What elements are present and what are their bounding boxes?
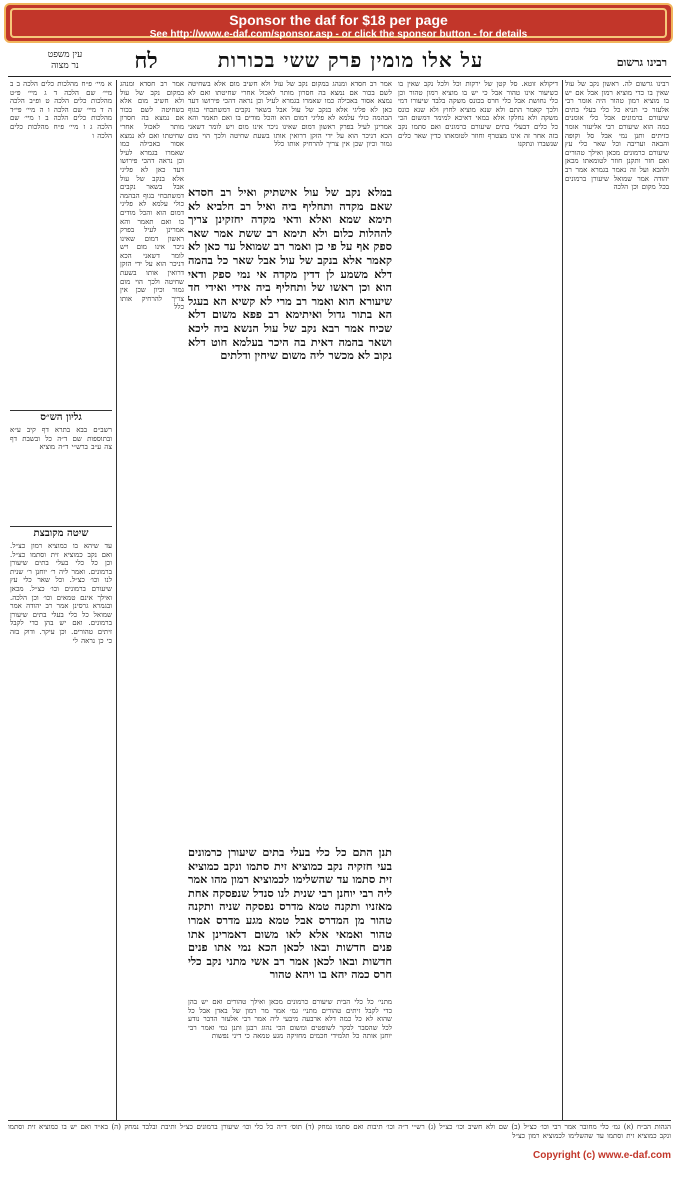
- tosafot-commentary: אמר רב חסדא ומנהג במקום נקב של עול ולא חשיב מום אלא בשחיטה לשם בכור אם נמצא בה חסרון מותר לאכול אחרי שחיטתו ואם לא נמצא אסור באכילה כמו שאמרו בגמרא לעיל וכן נראה דהכי פירושו דעד כאן לא פליגי אלא בנקב של עול אבל בשאר נקבים דמשתכחי בגוף הבהמה כולי עלמא לא פליגי דמום הוא והכל מודים בו ואם תאמר והא אמרינן לעיל בפרק ראשון דמום שאינו ניכר אינו מום ויש לומר דשאני הכא דניכר הוא על ידי הזקן דרואין אותו בשעת שחיטה ולכך הוי מום גמור וכיון שכן אין צריך להרחיק אותו כלל: [120, 80, 184, 312]
- rabbeinu-gershom-heading: רבינו גרשום: [616, 56, 667, 69]
- gilyon-hashas-heading: גליון הש״ס: [40, 412, 82, 423]
- shita-mekubetzet-text: עד שיהא בו כמוציא רמון כצ״ל. ואם נקב כמוציא זית וסתמו כצ״ל. וכן כל כלי בעלי בתים שיעורן ברמונים. ואמר ליה ר׳ יוחנן ר׳ שנית לנו וכו׳ כצ״ל. וכל שאר כלי עץ שיעורם ברמונים וכו׳ כצ״ל. מכאן ואילך אינם טמאים וכו׳ וכן הלכה. ובגמרא גרסינן אמר רב יהודה אמר שמואל כל כלי בעלי בתים שיעורן ברמונים. ואם יש בהן כדי לקבל זיתים טהורים. וכן עיקר. ודוק בזה כי כן נראה לי: [10, 542, 112, 645]
- copyright-text[interactable]: Copyright (c) www.e-daf.com: [533, 1150, 671, 1161]
- ein-mishpat-heading: [10, 50, 120, 78]
- column-divider: [562, 80, 563, 1120]
- sponsor-banner[interactable]: [4, 3, 673, 43]
- shita-mekubetzet-heading: שיטה מקובצת: [33, 528, 89, 539]
- copyright-notice[interactable]: [533, 1150, 671, 1161]
- header-rule: [8, 76, 671, 77]
- gemara-text-bottom: מתני׳ כל כלי הבית שיעורם כרמונים מכאן ואילך טהורים ואם יש בהן כדי לקבל זיתים טהורים מתני׳ גמ׳ אמר מר רמון של באדן אבל כל שהוא לא כל כמה דלא ארבעה מיבעי ליה אמר רבי אלעזר הדבר נודע לכל שהסבר לבקר לשופטים ומשום הכי נהוג רבנן ותנן נמי ואמר רבי יוחנן אותה כל תלמידי חכמים מחזיקה מגע טמאה כי דיני נפשות: [188, 998, 392, 1041]
- gemara-text-top: במלא נקב של עול אישתיק ואיל רב חסדא שאם מקדה ותחליף ביה ואיל רב חלביא לא תימא שמא ואלא ודאי מקדה יחזקינן צריך לההלות כלום ולא תימא רב ששת אמר שאר ספק אף על פי כן ואמר רב שמואל עד כאן לא קאמר אלא בנקב של עול אבל שאר כל בהמה דלא משמע לן דדין מקדה אי נמי ספק ודאי הוא וכן ראשו של ותחליף ביה אידי ואידי חד שיעורא הוא ואמר רב מרי לא קשיא הא בעגל הא בתור גדול ואיתימא רב פפא משום דלא שכיח אמר רבא נקב של עול הנשא ביה ליכא ושאר בהמה דאית בה היכר בעלמא חוט דלא נקוב לא מכשר ליה משום שיחין ודלתים: [188, 186, 392, 363]
- ein-mishpat-line2: נר מצוה: [51, 61, 79, 71]
- section-divider: [10, 410, 112, 411]
- banner-title: Sponsor the daf for $18 per page: [229, 12, 448, 28]
- rabbeinu-gershom-column: רבינו גרשום לה. ראשון נקב של עול שאין בו כדי מוציא רמון אבל אם יש בו מוציא רמון טהור היה אומר רבי אלעזר כי תניא כל כלי בעלי בתים שיעורם ברמונים אבל כלי אומנים כמה הוא שיעורם רבי אליעזר אומר כזיתים ותנן נמי אבל סל וקופה והבאה ועריבה וכל שאר כלי עץ שיעורם כרמונים מכאן ואילך טהורים ואם חזר ותקנן חוזר לטומאתו מכאן ולהבא ועל זה נאמר בגמרא אמר רב יהודה אמר שמואל שיעורן ברמונים בכל מקום וכן הלכה: [565, 80, 669, 192]
- section-divider: [10, 526, 112, 527]
- tosafot-top: אמר רב חסדא ומנהג במקום נקב של עול ולא חשיב מום אלא בשחיטה לשם בכור אם נמצא בה חסרון מותר לאכול אחרי שחיטתו ואם לא נמצא אסור באכילה כמו שאמרו בגמרא לעיל וכן נראה דהכי פירושו דעד כאן לא פליגי אלא בנקב של עול אבל בשאר נקבים דמשתכחי בגוף הבהמה כולי עלמא לא פליגי דמום הוא והכל מודים בו ואם תאמר והא אמרינן לעיל בפרק ראשון דמום שאינו ניכר אינו מום ויש לומר דשאני הכא דניכר הוא על ידי הזקן דרואין אותו בשעת שחיטה ולכך הוי מום גמור וכיון שכן אין צריך להרחיק אותו כלל: [188, 80, 392, 149]
- gemara-text-mid: תנן התם כל כלי בעלי בתים שיעורן כרמונים בעי חזקיה נקב כמוציא זית סתמו ונקב כמוציא זית סתמו עד שהשלימו לכמוציא רמון מהו אמר ליה רבי יוחנן רבי שנית לנו סנדל שנפסקה אחת מאזניו ותקנה טמא מדרס נפסקה שניה ותקנה טהור מן המדרס אבל טמא מגע מדרס אמרו טהור ואמאי אלא לאו משום דאמרינן אתו פנים חדשות ובאו לכאן הכא נמי אתו פנים חדשות ובאו לכאן אמר רב אשי מתני נקב כלי חרס כמה יהא בו ויהא טהור: [188, 846, 392, 982]
- gilyon-hashas-text: רשב״ם בבא בתרא דף קיב ע״א ובתוספות שם ד״ה כל ובשבת דף צה ע״ב ברש״י ד״ה מוציא: [10, 426, 112, 452]
- page-title: על אלו מומין פרק ששי בכורות: [217, 48, 484, 72]
- ein-mishpat-line1: עין משפט: [47, 50, 83, 60]
- column-divider-left: [116, 80, 117, 1120]
- footer-divider: [8, 1120, 671, 1121]
- sponsor-banner-inner[interactable]: [10, 8, 667, 38]
- rashi-commentary: דיקולא זוטא. סל קטן של ירקות וכל ולכל נקב שאין בו כשיעור אינו טהור אבל כי יש בו מוציא רמון טהור וכן כלי נחושת אבל כלי חרס בכונס משקה בלבד שיעורו דמי ולכך קאמר התם ולא שנא מוציא לחוץ ולא שנא כונס משקה ולא נחלקו אלא במאי דאיכא למימר דמשום הכי כל כלים דבעלי בתים שיעורם כרמונים ואם סתמו נקב בזה אחר זה אינו מצטרף וחוזר לטומאתו כדין שאר כלים שנשברו ונתקנו: [398, 80, 558, 149]
- page-number: לח: [134, 48, 158, 74]
- banner-subtitle[interactable]: See http://www.e-daf.com/sponsor.asp - or click the sponsor button - for details: [149, 29, 528, 40]
- talmud-page: [8, 46, 671, 1146]
- hagahot-habach: הגהות הב״ח (א) גמ׳ כלי מחובר אמר רבי וכו׳ כצ״ל (ב) שם ולא חשיב וכו׳ כצ״ל (ג) רש״י ד״ה וכו׳ תיבות ואם סתמו נמחק (ד) תוס׳ ד״ה כל כלי וכו׳ שיעורן ברמונים כצ״ל ותיבת ובלבד נמחק (ה) בא״ד ואם יש בו כמוציא זית וסתמו ונקב כמוציא זית וסתמו עד שהשלימו לכמוציא רמון כצ״ל: [8, 1123, 671, 1140]
- page-footer: [0, 1148, 677, 1162]
- ein-mishpat-column: א מיי׳ פ״ח מהלכות כלים הלכה ב ב מיי׳ שם הלכה ד ג מיי׳ פ״ט מהלכות כלים הלכה ט ופ״ב הלכה ה ד מיי׳ שם הלכה ו ה מיי׳ פי״ד מהלכות כלים הלכה ב ו מיי׳ שם הלכה ג ז מיי׳ פ״ח מהלכות כלים הלכה ו: [10, 80, 112, 140]
